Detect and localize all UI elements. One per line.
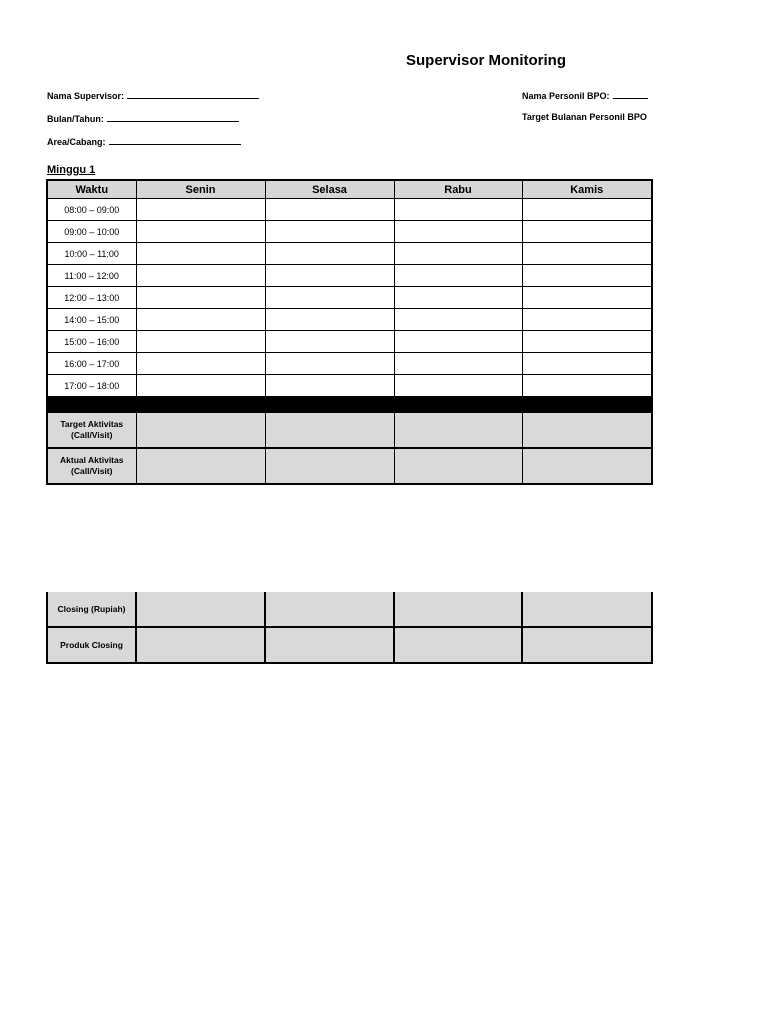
schedule-cell[interactable]	[522, 243, 652, 265]
schedule-cell[interactable]	[394, 331, 522, 353]
summary-cell[interactable]	[136, 412, 265, 448]
time-row	[47, 221, 652, 243]
schedule-cell[interactable]	[265, 309, 394, 331]
schedule-cell[interactable]	[522, 287, 652, 309]
summary-cell[interactable]	[136, 448, 265, 484]
time-row	[47, 331, 652, 353]
schedule-cell[interactable]	[394, 309, 522, 331]
target-field	[522, 112, 647, 122]
time-slot-label: 11:00 – 12:00	[47, 265, 136, 287]
page-title: Supervisor Monitoring	[406, 52, 567, 69]
time-row	[47, 265, 652, 287]
time-row	[47, 375, 652, 397]
schedule-cell[interactable]	[136, 375, 265, 397]
schedule-cell[interactable]	[265, 221, 394, 243]
time-slot-label: 09:00 – 10:00	[47, 221, 136, 243]
time-row	[47, 199, 652, 221]
closing-row	[47, 627, 652, 663]
period-field	[47, 112, 239, 124]
time-row	[47, 243, 652, 265]
schedule-cell[interactable]	[522, 221, 652, 243]
summary-cell[interactable]	[522, 412, 652, 448]
closing-cell[interactable]	[136, 627, 265, 663]
summary-row	[47, 448, 652, 484]
time-slot-label: 16:00 – 17:00	[47, 353, 136, 375]
period-input-line[interactable]	[107, 112, 239, 122]
time-slot-label: 08:00 – 09:00	[47, 199, 136, 221]
schedule-cell[interactable]	[394, 199, 522, 221]
schedule-cell[interactable]	[136, 287, 265, 309]
time-slot-label: 17:00 – 18:00	[47, 375, 136, 397]
schedule-cell[interactable]	[265, 353, 394, 375]
time-row	[47, 287, 652, 309]
schedule-cell[interactable]	[394, 353, 522, 375]
closing-label: Closing (Rupiah)	[47, 592, 136, 627]
closing-cell[interactable]	[522, 592, 652, 627]
column-header: Selasa	[265, 180, 394, 199]
schedule-cell[interactable]	[136, 353, 265, 375]
column-header: Waktu	[47, 180, 136, 199]
schedule-cell[interactable]	[136, 331, 265, 353]
schedule-cell[interactable]	[394, 243, 522, 265]
schedule-cell[interactable]	[394, 265, 522, 287]
week-label: Minggu 1	[47, 164, 96, 176]
schedule-cell[interactable]	[265, 331, 394, 353]
summary-cell[interactable]	[265, 412, 394, 448]
schedule-cell[interactable]	[522, 331, 652, 353]
schedule-cell[interactable]	[522, 375, 652, 397]
schedule-cell[interactable]	[265, 199, 394, 221]
closing-label: Produk Closing	[47, 627, 136, 663]
summary-row	[47, 412, 652, 448]
area-label: Area/Cabang:	[47, 137, 106, 147]
summary-label: Aktual Aktivitas (Call/Visit)	[47, 448, 136, 484]
schedule-cell[interactable]	[136, 265, 265, 287]
time-slot-label: 12:00 – 13:00	[47, 287, 136, 309]
schedule-cell[interactable]	[265, 375, 394, 397]
time-row	[47, 353, 652, 375]
target-label: Target Bulanan Personil BPO	[522, 112, 647, 122]
closing-table	[46, 592, 653, 664]
summary-label: Target Aktivitas (Call/Visit)	[47, 412, 136, 448]
schedule-cell[interactable]	[394, 375, 522, 397]
schedule-cell[interactable]	[265, 243, 394, 265]
schedule-cell[interactable]	[522, 199, 652, 221]
closing-cell[interactable]	[394, 592, 522, 627]
closing-cell[interactable]	[522, 627, 652, 663]
schedule-cell[interactable]	[522, 309, 652, 331]
summary-cell[interactable]	[394, 412, 522, 448]
column-header: Senin	[136, 180, 265, 199]
summary-cell[interactable]	[394, 448, 522, 484]
summary-cell[interactable]	[522, 448, 652, 484]
schedule-cell[interactable]	[136, 309, 265, 331]
schedule-cell[interactable]	[522, 265, 652, 287]
supervisor-label: Nama Supervisor:	[47, 91, 125, 101]
area-field	[47, 135, 241, 147]
closing-cell[interactable]	[394, 627, 522, 663]
time-slot-label: 15:00 – 16:00	[47, 331, 136, 353]
schedule-cell[interactable]	[265, 265, 394, 287]
supervisor-input-line[interactable]	[127, 89, 259, 99]
closing-cell[interactable]	[136, 592, 265, 627]
area-input-line[interactable]	[109, 135, 241, 145]
schedule-cell[interactable]	[136, 243, 265, 265]
time-slot-label: 14:00 – 15:00	[47, 309, 136, 331]
time-row	[47, 309, 652, 331]
personnel-label: Nama Personil BPO:	[522, 91, 610, 101]
time-slot-label: 10:00 – 11:00	[47, 243, 136, 265]
schedule-cell[interactable]	[136, 221, 265, 243]
separator-row	[47, 397, 652, 413]
header-row	[47, 180, 652, 199]
closing-row	[47, 592, 652, 627]
supervisor-field	[47, 89, 259, 101]
period-label: Bulan/Tahun:	[47, 114, 104, 124]
schedule-cell[interactable]	[136, 199, 265, 221]
closing-cell[interactable]	[265, 592, 394, 627]
schedule-cell[interactable]	[394, 287, 522, 309]
personnel-input-line[interactable]	[613, 89, 648, 99]
schedule-table	[46, 179, 653, 485]
column-header: Rabu	[394, 180, 522, 199]
schedule-cell[interactable]	[522, 353, 652, 375]
schedule-cell[interactable]	[394, 221, 522, 243]
closing-cell[interactable]	[265, 627, 394, 663]
summary-cell[interactable]	[265, 448, 394, 484]
column-header: Kamis	[522, 180, 652, 199]
personnel-field	[522, 89, 648, 101]
schedule-cell[interactable]	[265, 287, 394, 309]
